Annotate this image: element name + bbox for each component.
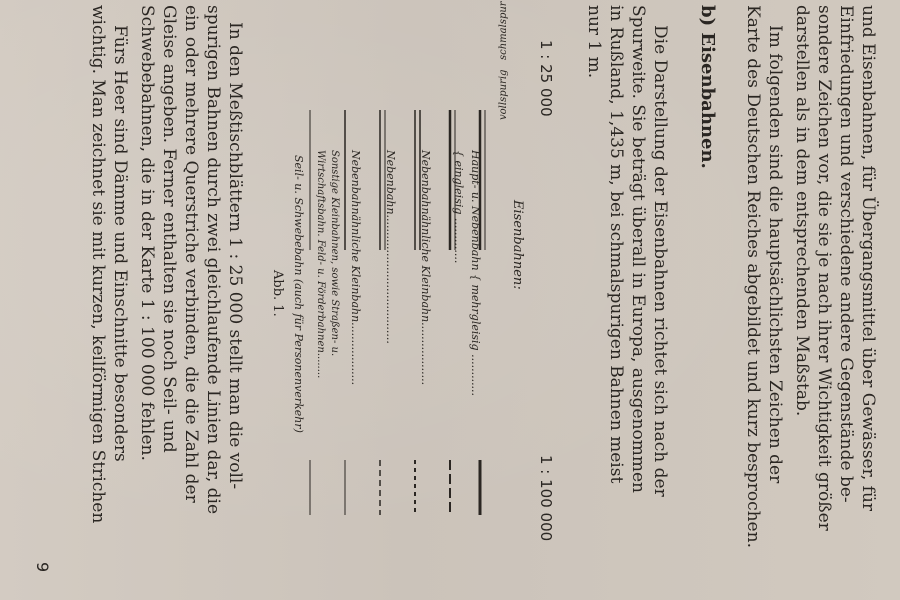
scale-label-left: 1 : 25 000 bbox=[537, 40, 555, 117]
text-line: Die Darstellung der Eisenbahnen richtet sich nach der bbox=[650, 25, 670, 497]
legend-row: Haupt- u. Nebenbahn { mehrgleisig ............ bbox=[469, 150, 482, 397]
gauge-label: schmalspur bbox=[498, 1, 509, 60]
gauge-label: vollspurig bbox=[498, 69, 509, 120]
text-line: in Rußland, 1,435 m, bei schmalspurigen Bahnen meist bbox=[606, 5, 626, 484]
section-heading: b) Eisenbahnen. bbox=[697, 5, 718, 169]
text-line: spurigen Bahnen durch zwei gleichlaufende Linien dar, die bbox=[203, 5, 223, 515]
text-line: In den Meßtischblättern 1 : 25 000 stellt man die voll- bbox=[225, 22, 245, 490]
text-line: Gleise angeben. Ferner enthalten sie noch Seil- und bbox=[159, 5, 179, 453]
legend-row: Wirtschaftsbahn. Feld- u. Förderbahnen........ bbox=[315, 150, 326, 379]
text-line: Fürs Heer sind Dämme und Einschnitte besonders bbox=[110, 25, 130, 462]
text-line: Einfriedungen und verschiedene andere Gegenstände be- bbox=[836, 5, 856, 503]
legend-row: Sonstige Kleinbahnen, sowie Straßen- u. bbox=[329, 150, 340, 357]
text-line: ein oder mehrere Querstriche verbinden, die die Zahl der bbox=[181, 5, 201, 503]
legend-row: { eingleisig ............. bbox=[452, 150, 465, 264]
text-line: darstellen als in dem entsprechenden Maßstab. bbox=[792, 5, 812, 417]
text-line: Karte des Deutschen Reiches abgebildet und kurz besprochen. bbox=[743, 5, 763, 548]
legend-row: Nebenbahn..................................... bbox=[384, 150, 397, 344]
legend-row: Nebenbahnähnliche Kleinbahn.................. bbox=[349, 150, 362, 386]
legend-row: Seil- u. Schwebebahn (auch für Personenverkehr) bbox=[292, 155, 305, 433]
legend-row: Nebenbahnähnliche Kleinbahn.................. bbox=[419, 150, 432, 386]
text-line: Schwebebahnen, die in der Karte 1 : 100 000 fehlen. bbox=[137, 5, 157, 461]
text-line: nur 1 m. bbox=[584, 5, 604, 79]
text-line: und Eisenbahnen, für Übergangsmittel über Gewässer, für bbox=[858, 5, 878, 512]
legend-title: Eisenbahnen: bbox=[510, 200, 525, 290]
text-line: Spurweite. Sie beträgt überall in Europa, ausgenommen bbox=[628, 5, 648, 494]
text-line: sondere Zeichen vor, die sie je nach ihrer Wichtigkeit größer bbox=[814, 5, 834, 531]
figure-caption: Abb. 1. bbox=[270, 270, 285, 317]
page-number: 9 bbox=[33, 562, 52, 573]
scale-label-right: 1 : 100 000 bbox=[537, 455, 555, 542]
text-line: wichtig. Man zeichnet sie mit kurzen, keilförmigen Strichen bbox=[88, 5, 108, 524]
text-line: Im folgenden sind die hauptsächlichsten Zeichen der bbox=[765, 25, 785, 484]
